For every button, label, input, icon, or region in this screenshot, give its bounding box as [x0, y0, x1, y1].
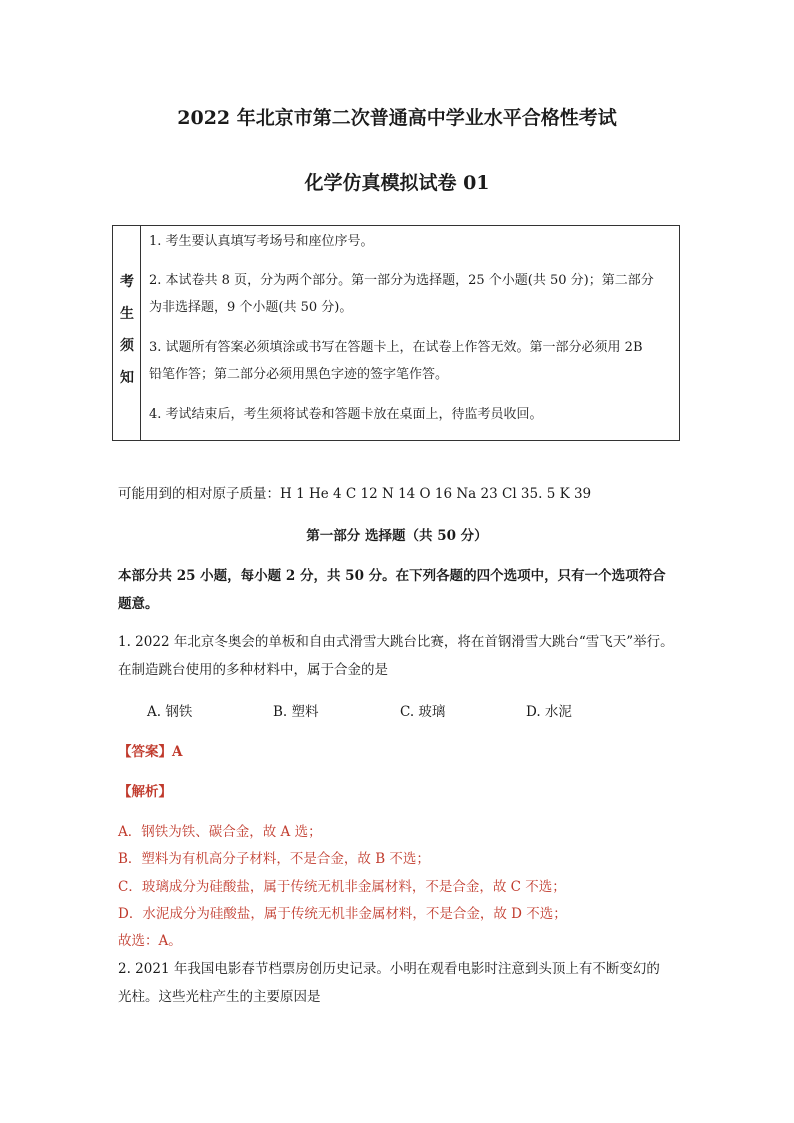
q1-analysis-line: A．钢铁为铁、碳合金，故 A 选； [118, 824, 322, 840]
question-2-stem: 光柱。这些光柱产生的主要原因是 [118, 989, 321, 1005]
notice-line: 1. 考生要认真填写考场号和座位序号。 [149, 234, 374, 249]
q1-analysis-label: 【解析】 [118, 784, 172, 800]
atomic-masses: 可能用到的相对原子质量：H 1 He 4 C 12 N 14 O 16 Na 23 Cl 35. 5 K 39 [118, 486, 592, 502]
page-title: 2022 年北京市第二次普通高中学业水平合格性考试 [177, 107, 617, 129]
q1-option-c: C. 玻璃 [400, 704, 446, 720]
notice-label-char: 考 [120, 274, 134, 290]
notice-label-char: 生 [120, 306, 134, 322]
q1-analysis-line: D．水泥成分为硅酸盐，属于传统无机非金属材料，不是合金，故 D 不选； [118, 906, 567, 922]
notice-label-char: 知 [120, 370, 134, 386]
page-subtitle: 化学仿真模拟试卷 01 [304, 172, 490, 194]
q1-option-a: A. 钢铁 [147, 704, 193, 720]
q1-analysis-line: C．玻璃成分为硅酸盐，属于传统无机非金属材料，不是合金，故 C 不选； [118, 879, 566, 895]
part1-heading: 第一部分 选择题（共 50 分） [306, 528, 488, 544]
notice-line: 4. 考试结束后，考生须将试卷和答题卡放在桌面上，待监考员收回。 [149, 407, 543, 422]
notice-label-column [113, 226, 141, 440]
notice-label-char: 须 [120, 338, 134, 354]
notice-line: 2. 本试卷共 8 页，分为两个部分。第一部分为选择题，25 个小题(共 50 分)；第二部分 [149, 273, 654, 288]
q1-analysis-line: B．塑料为有机高分子材料，不是合金，故 B 不选； [118, 851, 430, 867]
q1-option-b: B. 塑料 [273, 704, 319, 720]
notice-line: 铅笔作答；第二部分必须用黑色字迹的签字笔作答。 [149, 367, 449, 382]
exam-notice-box [112, 225, 680, 441]
q1-answer: 【答案】A [118, 744, 183, 760]
part1-instruction: 题意。 [118, 596, 159, 612]
part1-instruction: 本部分共 25 小题，每小题 2 分，共 50 分。在下列各题的四个选项中，只有一个选项符合 [118, 568, 666, 584]
question-2-stem: 2. 2021 年我国电影春节档票房创历史记录。小明在观看电影时注意到头顶上有不断变幻的 [118, 961, 660, 977]
notice-line: 3. 试题所有答案必须填涂或书写在答题卡上，在试卷上作答无效。第一部分必须用 2B [149, 340, 643, 355]
notice-line: 为非选择题，9 个小题(共 50 分)。 [149, 300, 353, 315]
question-1-stem: 1. 2022 年北京冬奥会的单板和自由式滑雪大跳台比赛，将在首钢滑雪大跳台“雪飞天”举行。 [118, 634, 674, 650]
q1-option-d: D. 水泥 [526, 704, 572, 720]
q1-conclusion: 故选：A。 [118, 933, 182, 949]
question-1-stem: 在制造跳台使用的多种材料中，属于合金的是 [118, 662, 388, 678]
